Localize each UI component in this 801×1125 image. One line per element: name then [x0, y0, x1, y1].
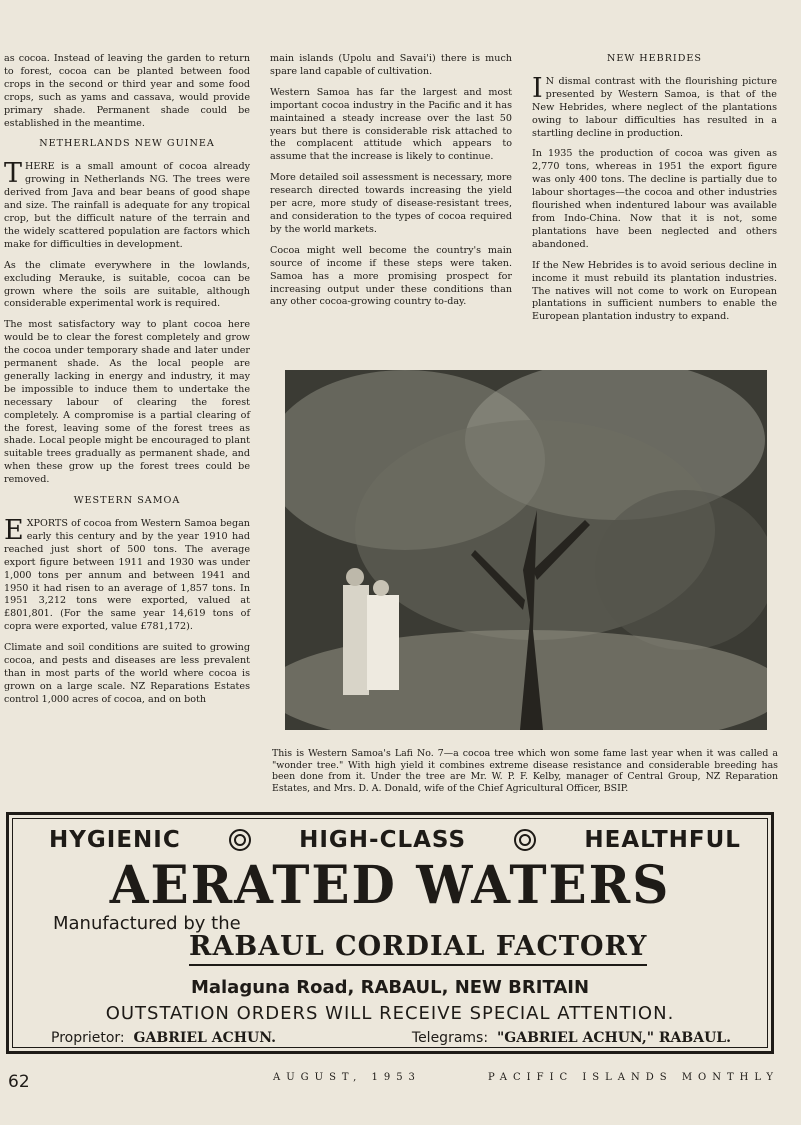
photo-caption: This is Western Samoa's Lafi No. 7—a cocoa tree which won some fame last year when it was called a "wonder tree." With high yield it combines extreme disease resistance and considerable breeding has been done from it. Under the tree are Mr. W. P. F. Kelby, manager of Central Group, NZ Reparation Estates, and Mrs. D. A. Donald, wife of the Chief Agricultural Officer, BSIP. [272, 748, 778, 795]
paragraph: More detailed soil assessment is necessary, more research directed towards increasing the yield per acre, more study of disease-resistant trees, and consideration to the types of cocoa required by the world markets. [270, 172, 512, 235]
ad-headline: AERATED WATERS [109, 853, 671, 916]
cocoa-tree-photo [285, 370, 767, 730]
telegrams-value: "GABRIEL ACHUN," RABAUL. [496, 1030, 731, 1046]
column-2 [270, 53, 512, 317]
ad-telegrams [412, 1030, 731, 1046]
footer-line [273, 1072, 779, 1083]
ad-tag-high-class: HIGH-CLASS [299, 827, 467, 853]
paragraph: The most satisfactory way to plant cocoa here would be to clear the forest completely and grow the cocoa under temporary shade and later under permanent shade. As the local people are generally lacking in energy and industry, it may be impossible to induce them to undertake the necessary labour of clearing the forest completely. A compromise is a partial clearing of the forest, leaving some of the forest trees as shade. Local people might be encouraged to plant suitable trees gradually as permanent shade, and when these grow up the forest trees could be removed. [4, 319, 250, 486]
column-3 [532, 53, 777, 332]
drop-cap: E [4, 515, 24, 546]
paragraph-text: HERE is a small amount of cocoa already growing in Netherlands NG. The trees were derived from Java and bear beans of good shape and size. The rainfall is adequate for any tropical crop, but the difficult nature of the terrain and the widely scattered population are factors which make for difficulties in development. [4, 161, 250, 250]
page-number: 62 [8, 1072, 30, 1092]
paragraph [4, 158, 250, 251]
paragraph: In 1935 the production of cocoa was given as 2,770 tons, whereas in 1951 the export figure was only 400 tons. The decline is partially due to labour shortages—the cocoa and other industries flourished when indentured labour was available from Indo-China. Now that it is not, some plantations have been neglected and others abandoned. [532, 148, 777, 250]
advertisement [6, 812, 774, 1054]
drop-cap: T [4, 158, 23, 190]
target-icon [229, 829, 251, 851]
section-heading-new-hebrides: NEW HEBRIDES [606, 53, 702, 64]
ad-tag-hygienic: HYGIENIC [49, 827, 181, 853]
ad-proprietor [51, 1030, 276, 1046]
ad-manufactured-by: Manufactured by the [53, 913, 241, 934]
ad-address: Malaguna Road, RABAUL, NEW BRITAIN [190, 977, 590, 998]
target-icon [514, 829, 536, 851]
paragraph: Cocoa might well become the country's main source of income if these steps were taken. Samoa has a more promising prospect for increasing output under these conditions than any other cocoa-growing country to-day. [270, 244, 512, 308]
paragraph [532, 72, 777, 141]
paragraph: If the New Hebrides is to avoid serious decline in income it must rebuild its plantation industries. The natives will not come to work on European plantations in sufficient numbers to enable the European plantation industry to expand. [532, 259, 777, 323]
ad-outstation-notice: OUTSTATION ORDERS WILL RECEIVE SPECIAL ATTENTION. [105, 1003, 675, 1024]
column-1 [4, 53, 250, 715]
paragraph: Climate and soil conditions are suited to growing cocoa, and pests and diseases are less prevalent than in most parts of the world where cocoa is grown on a large scale. NZ Reparations Estates control 1,000 acres of cocoa, and on both [4, 642, 250, 705]
paragraph-text: XPORTS of cocoa from Western Samoa began early this century and by the year 1910 had reached just short of 500 tons. The average export figure between 1911 and 1930 was under 1,000 tons per annum and between 1941 and 1950 it had risen to an average of 1,857 tons. In 1951 3,212 tons were exported, valued at £801,801. (For the same year 14,619 tons of copra were exported, value £781,172). [4, 518, 250, 633]
section-heading-netherlands-new-guinea: NETHERLANDS NEW GUINEA [39, 138, 215, 150]
publication-name: PACIFIC ISLANDS MONTHLY [488, 1072, 779, 1083]
paragraph: Western Samoa has far the largest and most important cocoa industry in the Pacific and it has maintained a steady increase over the last 50 years but there is considerable risk attached to the complacent attitude which appears to assume that the increase is likely to continue. [270, 86, 512, 163]
ad-tagline [49, 827, 741, 853]
proprietor-label: Proprietor: [51, 1030, 125, 1046]
section-heading-western-samoa: WESTERN SAMOA [73, 495, 181, 507]
paragraph: main islands (Upolu and Savai'i) there is much spare land capable of cultivation. [270, 53, 512, 77]
paragraph [4, 515, 250, 634]
photo-illustration [285, 370, 767, 730]
drop-cap: I [532, 72, 543, 104]
telegrams-label: Telegrams: [411, 1030, 489, 1046]
ad-tag-healthful: HEALTHFUL [584, 827, 741, 853]
ad-factory-name: RABAUL CORDIAL FACTORY [189, 931, 647, 966]
issue-date: AUGUST, 1953 [273, 1072, 421, 1083]
paragraph: as cocoa. Instead of leaving the garden to return to forest, cocoa can be planted between food crops in the second or third year and some food crops, such as yams and cassava, would provide primary shade. Permanent shade could be established in the meantime. [4, 53, 250, 129]
paragraph-text: N dismal contrast with the flourishing picture presented by Western Samoa, is that of the New Hebrides, where neglect of the plantations owing to labour difficulties has resulted in a startling decline in production. [532, 75, 777, 139]
paragraph: As the climate everywhere in the lowlands, excluding Merauke, is suitable, cocoa can be grown where the soils are suitable, although considerable experimental work is required. [4, 259, 250, 310]
proprietor-name: GABRIEL ACHUN. [133, 1030, 276, 1046]
